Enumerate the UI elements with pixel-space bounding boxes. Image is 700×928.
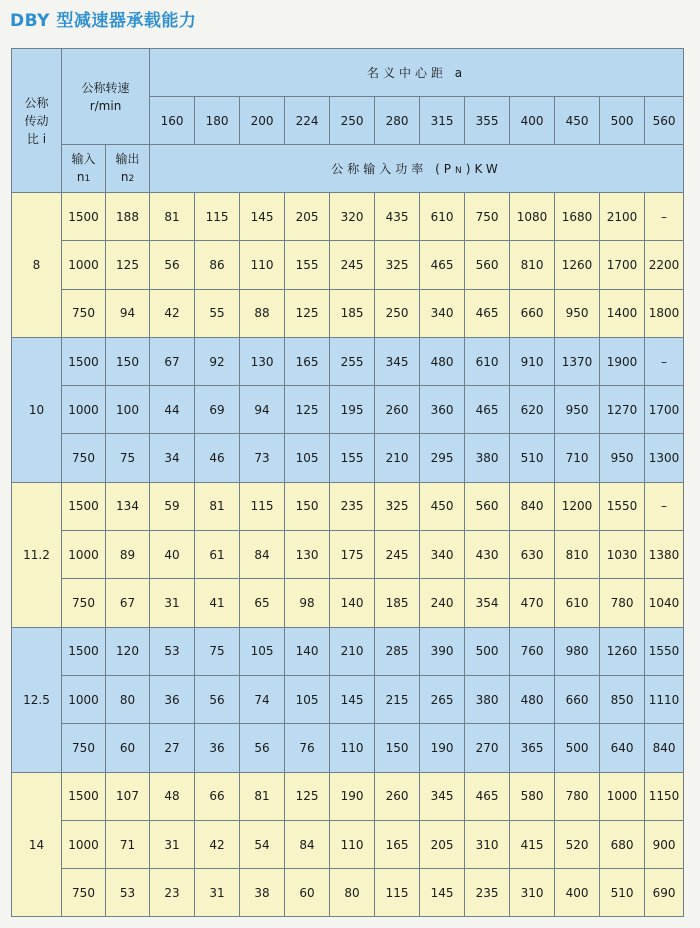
- power-cell: 400: [555, 869, 600, 917]
- output-speed-cell: 53: [106, 869, 150, 917]
- power-cell: 310: [465, 820, 510, 868]
- power-cell: 84: [285, 820, 330, 868]
- power-cell: 115: [195, 193, 240, 241]
- power-cell: 115: [240, 482, 285, 530]
- ratio-cell: 11.2: [12, 482, 62, 627]
- power-cell: 76: [285, 724, 330, 772]
- power-cell: 465: [465, 386, 510, 434]
- table-row: [12, 675, 684, 723]
- power-cell: 500: [465, 627, 510, 675]
- table-row: [12, 627, 684, 675]
- table-row: [12, 724, 684, 772]
- power-cell: 260: [375, 386, 420, 434]
- power-cell: 480: [510, 675, 555, 723]
- power-cell: 680: [600, 820, 645, 868]
- power-cell: 195: [330, 386, 375, 434]
- power-cell: 1110: [645, 675, 684, 723]
- power-cell: 1300: [645, 434, 684, 482]
- power-cell: 265: [420, 675, 465, 723]
- table-row: [12, 337, 684, 385]
- power-cell: 580: [510, 772, 555, 820]
- power-cell: 810: [555, 531, 600, 579]
- power-cell: 660: [510, 289, 555, 337]
- power-cell: 175: [330, 531, 375, 579]
- power-cell: 190: [330, 772, 375, 820]
- power-cell: 44: [150, 386, 195, 434]
- power-cell: 125: [285, 386, 330, 434]
- power-cell: 59: [150, 482, 195, 530]
- power-cell: 270: [465, 724, 510, 772]
- power-cell: –: [645, 193, 684, 241]
- power-cell: 900: [645, 820, 684, 868]
- power-cell: 500: [555, 724, 600, 772]
- ratio-cell: 14: [12, 772, 62, 917]
- power-cell: 345: [420, 772, 465, 820]
- power-cell: 340: [420, 289, 465, 337]
- input-speed-cell: 1500: [62, 627, 106, 675]
- power-cell: 140: [330, 579, 375, 627]
- power-cell: 520: [555, 820, 600, 868]
- input-speed-cell: 1000: [62, 820, 106, 868]
- power-cell: 690: [645, 869, 684, 917]
- power-cell: 53: [150, 627, 195, 675]
- power-cell: 1380: [645, 531, 684, 579]
- output-speed-cell: 60: [106, 724, 150, 772]
- power-cell: 150: [375, 724, 420, 772]
- power-cell: 480: [420, 337, 465, 385]
- output-speed-cell: 100: [106, 386, 150, 434]
- power-cell: 240: [420, 579, 465, 627]
- power-cell: 435: [375, 193, 420, 241]
- power-cell: 380: [465, 434, 510, 482]
- power-cell: 510: [600, 869, 645, 917]
- power-cell: 235: [330, 482, 375, 530]
- power-cell: 465: [420, 241, 465, 289]
- power-cell: 660: [555, 675, 600, 723]
- power-cell: 145: [420, 869, 465, 917]
- power-cell: 185: [375, 579, 420, 627]
- output-speed-cell: 89: [106, 531, 150, 579]
- power-cell: 250: [375, 289, 420, 337]
- power-cell: 66: [195, 772, 240, 820]
- power-cell: 710: [555, 434, 600, 482]
- power-cell: 610: [420, 193, 465, 241]
- power-cell: 110: [240, 241, 285, 289]
- output-speed-cell: 75: [106, 434, 150, 482]
- input-speed-cell: 750: [62, 434, 106, 482]
- power-cell: 42: [150, 289, 195, 337]
- ratio-header: 公称 传动 比 i: [12, 49, 62, 193]
- center-distance-224: 224: [285, 97, 330, 145]
- power-cell: 27: [150, 724, 195, 772]
- power-cell: 295: [420, 434, 465, 482]
- power-cell: 380: [465, 675, 510, 723]
- power-cell: 1200: [555, 482, 600, 530]
- power-cell: –: [645, 337, 684, 385]
- output-speed-cell: 94: [106, 289, 150, 337]
- power-cell: 1700: [645, 386, 684, 434]
- power-cell: 81: [150, 193, 195, 241]
- power-cell: 780: [600, 579, 645, 627]
- center-distance-560: 560: [645, 97, 684, 145]
- power-cell: 780: [555, 772, 600, 820]
- power-cell: 56: [150, 241, 195, 289]
- output-speed-cell: 120: [106, 627, 150, 675]
- power-cell: 210: [375, 434, 420, 482]
- power-cell: 950: [600, 434, 645, 482]
- power-cell: 110: [330, 724, 375, 772]
- power-cell: 54: [240, 820, 285, 868]
- power-cell: 320: [330, 193, 375, 241]
- power-cell: 610: [555, 579, 600, 627]
- power-cell: 38: [240, 869, 285, 917]
- power-cell: 67: [150, 337, 195, 385]
- table-row: [12, 434, 684, 482]
- power-cell: 340: [420, 531, 465, 579]
- power-cell: 1150: [645, 772, 684, 820]
- input-speed-cell: 1000: [62, 675, 106, 723]
- table-row: [12, 579, 684, 627]
- power-cell: 56: [195, 675, 240, 723]
- power-cell: 470: [510, 579, 555, 627]
- power-cell: 130: [240, 337, 285, 385]
- power-cell: 56: [240, 724, 285, 772]
- power-cell: 620: [510, 386, 555, 434]
- power-cell: 910: [510, 337, 555, 385]
- page-title: DBY 型减速器承载能力: [10, 11, 197, 31]
- power-cell: 40: [150, 531, 195, 579]
- power-cell: 325: [375, 241, 420, 289]
- power-cell: 125: [285, 772, 330, 820]
- power-cell: 850: [600, 675, 645, 723]
- power-cell: 165: [375, 820, 420, 868]
- capacity-table: [11, 48, 684, 917]
- power-cell: 65: [240, 579, 285, 627]
- power-cell: 1080: [510, 193, 555, 241]
- power-cell: 1040: [645, 579, 684, 627]
- power-cell: 1260: [600, 627, 645, 675]
- power-cell: 84: [240, 531, 285, 579]
- power-cell: 61: [195, 531, 240, 579]
- power-cell: 48: [150, 772, 195, 820]
- power-cell: 69: [195, 386, 240, 434]
- output-speed-cell: 107: [106, 772, 150, 820]
- power-cell: 2100: [600, 193, 645, 241]
- power-cell: 31: [150, 579, 195, 627]
- ratio-cell: 8: [12, 193, 62, 338]
- center-distance-200: 200: [240, 97, 285, 145]
- power-cell: 1000: [600, 772, 645, 820]
- power-cell: 285: [375, 627, 420, 675]
- power-cell: 1680: [555, 193, 600, 241]
- center-distance-450: 450: [555, 97, 600, 145]
- power-cell: 255: [330, 337, 375, 385]
- power-cell: 74: [240, 675, 285, 723]
- power-cell: 1550: [645, 627, 684, 675]
- power-cell: 34: [150, 434, 195, 482]
- power-cell: 750: [465, 193, 510, 241]
- table-row: [12, 193, 684, 241]
- power-cell: 450: [420, 482, 465, 530]
- power-cell: 155: [330, 434, 375, 482]
- power-cell: 215: [375, 675, 420, 723]
- power-cell: 1400: [600, 289, 645, 337]
- power-cell: 98: [285, 579, 330, 627]
- power-cell: 23: [150, 869, 195, 917]
- power-cell: 245: [330, 241, 375, 289]
- ratio-cell: 10: [12, 337, 62, 482]
- power-cell: 75: [195, 627, 240, 675]
- power-cell: 610: [465, 337, 510, 385]
- power-cell: 36: [150, 675, 195, 723]
- power-cell: 345: [375, 337, 420, 385]
- table-row: [12, 289, 684, 337]
- input-speed-cell: 1000: [62, 386, 106, 434]
- table-row: [12, 772, 684, 820]
- power-cell: 105: [285, 675, 330, 723]
- center-distance-180: 180: [195, 97, 240, 145]
- power-cell: 145: [330, 675, 375, 723]
- input-speed-cell: 1000: [62, 241, 106, 289]
- power-cell: 46: [195, 434, 240, 482]
- power-cell: 510: [510, 434, 555, 482]
- table-row: [12, 241, 684, 289]
- power-cell: 92: [195, 337, 240, 385]
- center-distance-355: 355: [465, 97, 510, 145]
- input-speed-cell: 1500: [62, 337, 106, 385]
- power-cell: 2200: [645, 241, 684, 289]
- input-speed-cell: 750: [62, 724, 106, 772]
- power-cell: 1900: [600, 337, 645, 385]
- power-cell: 185: [330, 289, 375, 337]
- center-distance-250: 250: [330, 97, 375, 145]
- center-distance-400: 400: [510, 97, 555, 145]
- output-speed-cell: 125: [106, 241, 150, 289]
- power-header: 公称输入功率 (PN)KW: [150, 145, 684, 193]
- power-cell: 105: [240, 627, 285, 675]
- center-distance-header: 名义中心距 a: [150, 49, 684, 97]
- table-row: [12, 531, 684, 579]
- power-cell: 415: [510, 820, 555, 868]
- power-cell: 86: [195, 241, 240, 289]
- power-cell: 88: [240, 289, 285, 337]
- table-row: [12, 482, 684, 530]
- input-speed-cell: 1500: [62, 193, 106, 241]
- table-row: [12, 386, 684, 434]
- power-cell: 36: [195, 724, 240, 772]
- power-cell: 94: [240, 386, 285, 434]
- table-row: [12, 820, 684, 868]
- power-cell: 245: [375, 531, 420, 579]
- power-cell: 325: [375, 482, 420, 530]
- output-speed-cell: 150: [106, 337, 150, 385]
- power-cell: 155: [285, 241, 330, 289]
- power-cell: 145: [240, 193, 285, 241]
- power-cell: 1370: [555, 337, 600, 385]
- power-cell: 950: [555, 386, 600, 434]
- power-cell: 210: [330, 627, 375, 675]
- input-speed-cell: 1500: [62, 772, 106, 820]
- output-speed-cell: 67: [106, 579, 150, 627]
- power-cell: 115: [375, 869, 420, 917]
- power-cell: 1550: [600, 482, 645, 530]
- center-distance-500: 500: [600, 97, 645, 145]
- power-cell: 73: [240, 434, 285, 482]
- power-cell: 105: [285, 434, 330, 482]
- power-cell: 354: [465, 579, 510, 627]
- input-speed-cell: 1500: [62, 482, 106, 530]
- power-cell: 125: [285, 289, 330, 337]
- power-cell: 950: [555, 289, 600, 337]
- power-cell: 1800: [645, 289, 684, 337]
- output-speed-cell: 134: [106, 482, 150, 530]
- power-cell: 630: [510, 531, 555, 579]
- power-cell: 465: [465, 772, 510, 820]
- power-cell: 360: [420, 386, 465, 434]
- power-cell: 560: [465, 241, 510, 289]
- output-speed-cell: 80: [106, 675, 150, 723]
- power-cell: 130: [285, 531, 330, 579]
- power-cell: 760: [510, 627, 555, 675]
- power-cell: 205: [420, 820, 465, 868]
- power-cell: 840: [510, 482, 555, 530]
- input-speed-cell: 750: [62, 869, 106, 917]
- power-cell: –: [645, 482, 684, 530]
- output-speed-cell: 71: [106, 820, 150, 868]
- power-cell: 235: [465, 869, 510, 917]
- input-speed-cell: 750: [62, 289, 106, 337]
- power-cell: 310: [510, 869, 555, 917]
- power-cell: 840: [645, 724, 684, 772]
- power-cell: 55: [195, 289, 240, 337]
- power-cell: 365: [510, 724, 555, 772]
- power-cell: 430: [465, 531, 510, 579]
- input-speed-cell: 750: [62, 579, 106, 627]
- center-distance-280: 280: [375, 97, 420, 145]
- power-cell: 140: [285, 627, 330, 675]
- power-cell: 1700: [600, 241, 645, 289]
- power-cell: 150: [285, 482, 330, 530]
- power-cell: 560: [465, 482, 510, 530]
- power-cell: 60: [285, 869, 330, 917]
- power-cell: 110: [330, 820, 375, 868]
- power-cell: 31: [150, 820, 195, 868]
- table-row: [12, 869, 684, 917]
- power-cell: 1030: [600, 531, 645, 579]
- center-distance-315: 315: [420, 97, 465, 145]
- power-cell: 165: [285, 337, 330, 385]
- power-cell: 31: [195, 869, 240, 917]
- power-cell: 260: [375, 772, 420, 820]
- input-speed-cell: 1000: [62, 531, 106, 579]
- power-cell: 41: [195, 579, 240, 627]
- center-distance-160: 160: [150, 97, 195, 145]
- power-cell: 81: [240, 772, 285, 820]
- power-cell: 980: [555, 627, 600, 675]
- output-speed-header: 输出 n2: [106, 145, 150, 193]
- power-cell: 205: [285, 193, 330, 241]
- output-speed-cell: 188: [106, 193, 150, 241]
- power-cell: 1260: [555, 241, 600, 289]
- power-cell: 80: [330, 869, 375, 917]
- power-cell: 81: [195, 482, 240, 530]
- power-cell: 810: [510, 241, 555, 289]
- table-body: [12, 193, 684, 917]
- power-cell: 640: [600, 724, 645, 772]
- ratio-cell: 12.5: [12, 627, 62, 772]
- power-cell: 390: [420, 627, 465, 675]
- power-cell: 465: [465, 289, 510, 337]
- input-speed-header: 输入 n1: [62, 145, 106, 193]
- power-cell: 42: [195, 820, 240, 868]
- power-cell: 190: [420, 724, 465, 772]
- power-cell: 1270: [600, 386, 645, 434]
- speed-header: 公称转速 r/min: [62, 49, 150, 145]
